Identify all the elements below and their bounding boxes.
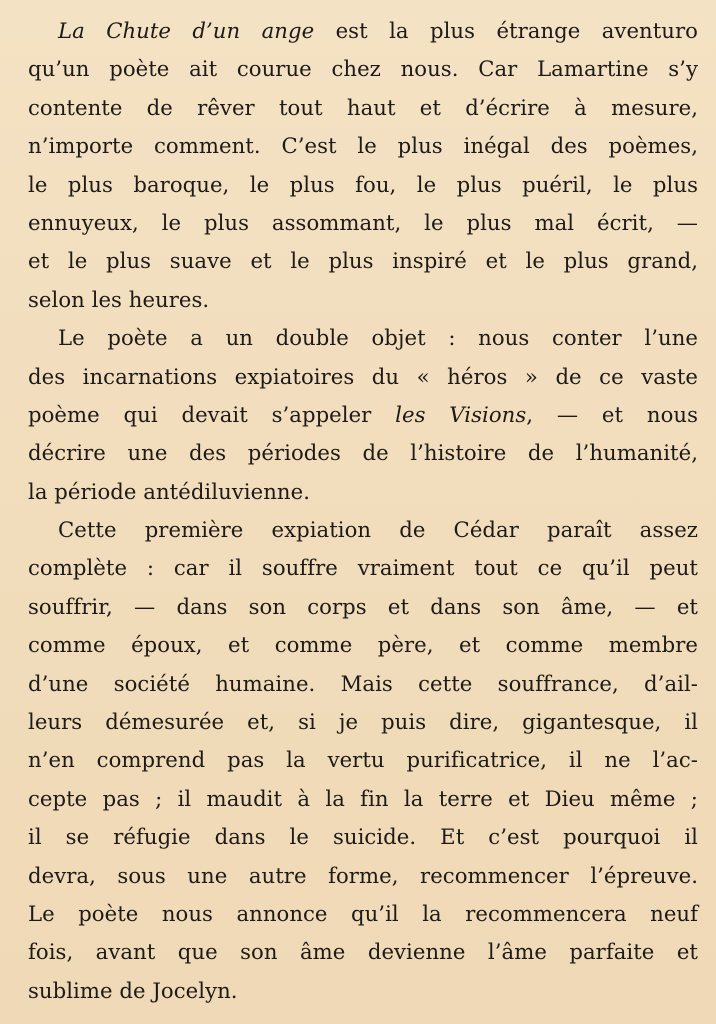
text-line: cepte pas ; il maudit à la fin la terre et Dieu même ; (28, 785, 698, 811)
text-line: souffrir, — dans son corps et dans son âme, — et (28, 593, 698, 619)
line-text: poème qui devait s’appeler (28, 401, 396, 427)
text-line: n’importe comment. C’est le plus inégal des poèmes, (28, 133, 698, 159)
text-line: Cette première expiation de Cédar paraît assez (58, 517, 698, 543)
text-line: d’une société humaine. Mais cette souffrance, d’ail- (28, 670, 698, 696)
text-line: il se réfugie dans le suicide. Et c’est pourquoi il (28, 824, 698, 850)
text-line: le plus baroque, le plus fou, le plus puéril, le plus (28, 171, 698, 197)
text-line: n’en comprend pas la vertu purificatrice, il ne l’ac- (28, 747, 698, 773)
text-line: ennuyeux, le plus assommant, le plus mal écrit, — (28, 209, 698, 235)
text-line-last: selon les heures. (28, 286, 210, 312)
text-line: Le poète a un double objet : nous conter l’une (58, 325, 698, 351)
line-text: , — et nous (526, 401, 698, 427)
text-line (28, 396, 698, 434)
book-title-italic: La Chute d’un ange (58, 18, 315, 43)
text-line-last: la période antédiluvienne. (28, 478, 310, 504)
text-line: complète : car il souffre vraiment tout ce qu’il peut (28, 555, 698, 581)
text-line-last: sublime de Jocelyn. (28, 977, 238, 1003)
text-line: fois, avant que son âme devienne l’âme parfaite et (28, 939, 698, 965)
book-title-italic: les Visions (395, 401, 527, 427)
text-line: devra, sous une autre forme, recommencer l’épreuve. (28, 862, 698, 888)
text-line: décrire une des périodes de l’histoire de l’humanité, (28, 440, 698, 466)
paragraph-1 (28, 12, 698, 319)
text-line: comme époux, et comme père, et comme membre (28, 632, 698, 658)
text-line: des incarnations expiatoires du « héros » de ce vaste (28, 363, 698, 389)
paragraph-3 (28, 511, 698, 1010)
text-line: qu’un poète ait courue chez nous. Car Lamartine s’y (28, 56, 698, 82)
text-line (28, 12, 698, 50)
text-line: contente de rêver tout haut et d’écrire à mesure, (28, 94, 698, 120)
line-text: est la plus étrange aventuro (314, 18, 698, 43)
text-line: Le poète nous annonce qu’il la recommencera neuf (28, 900, 698, 926)
text-line: et le plus suave et le plus inspiré et le plus grand, (28, 248, 698, 274)
paragraph-2 (28, 319, 698, 511)
text-line: leurs démesurée et, si je puis dire, gigantesque, il (28, 709, 698, 735)
